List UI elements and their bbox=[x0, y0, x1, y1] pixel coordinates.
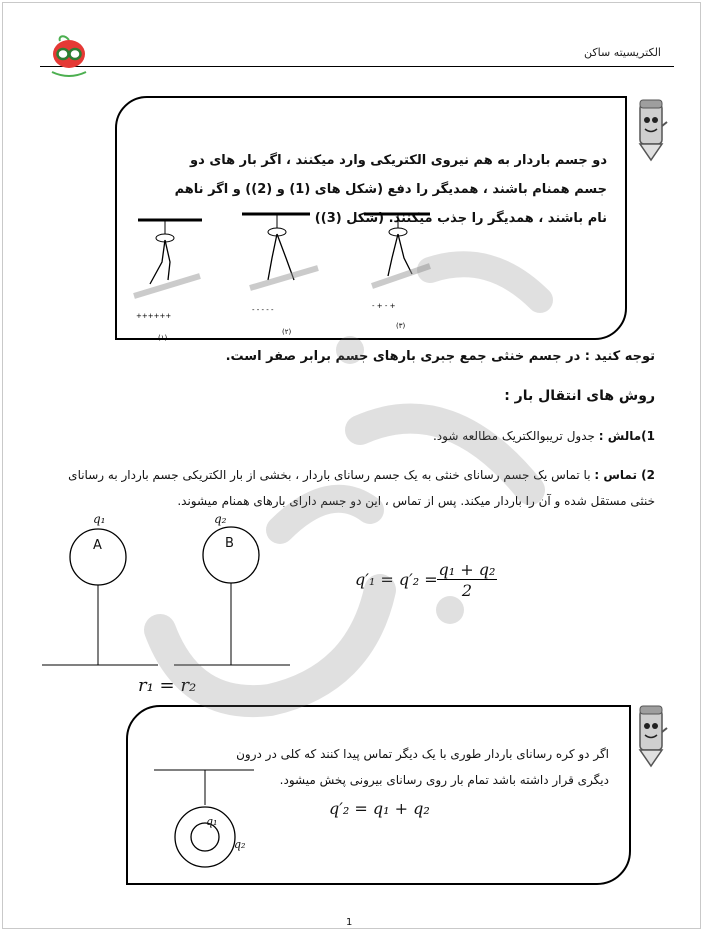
svg-text:- + - +: - + - + bbox=[372, 302, 396, 310]
method-contact-label: 2) تماس : bbox=[594, 468, 655, 482]
watermark-graphic bbox=[130, 230, 580, 750]
apple-logo-icon bbox=[44, 32, 94, 82]
svg-text:++++++: ++++++ bbox=[136, 312, 172, 320]
figure-label-2: (۲) bbox=[282, 328, 292, 336]
method-contact-text: با تماس یک جسم رسانای خنثی به یک جسم رسانای باردار ، بخشی از بار الکتریکی جسم باردار به رسانای خنثی مستقل شده و آن را باردار میکند. پس از تماس ، این دو جسم دارای بارهای همنام میشوند. bbox=[68, 468, 655, 508]
method-friction-text: جدول تریبوالکتریک مطالعه شود. bbox=[432, 429, 595, 443]
concentric-spheres-diagram bbox=[150, 765, 260, 875]
sphere-b-label: B bbox=[225, 536, 234, 551]
pencil-mascot-icon bbox=[634, 96, 668, 162]
figure-label-3: (۳) bbox=[396, 322, 406, 330]
page-number: 1 bbox=[346, 917, 353, 928]
header-divider bbox=[40, 66, 674, 67]
formula-lhs: q′₁ = q′₂ = bbox=[355, 570, 438, 589]
figure-label-1: (۱) bbox=[158, 334, 168, 342]
header-title: الکتریسیته ساکن bbox=[584, 46, 661, 59]
outer-sphere bbox=[175, 807, 235, 867]
concentric-formula: q′₂ = q₁ + q₂ bbox=[329, 799, 430, 818]
outer-q2-label: q₂ bbox=[234, 838, 246, 851]
neutral-body-note: توجه کنید : در جسم خنثی جمع جبری بارهای جسم برابر صفر است. bbox=[225, 349, 655, 364]
radius-equation: r₁ = r₂ bbox=[138, 675, 197, 696]
q2-label: q₂ bbox=[214, 512, 227, 526]
formula-numerator: q₁ + q₂ bbox=[438, 560, 496, 579]
svg-text:- - - - -: - - - - - bbox=[252, 306, 274, 314]
box2-text: اگر دو کره رسانای باردار طوری با یک دیگر تماس پیدا کنند که کلی در درون دیگری قرار داشته باشد تمام بار روی رسانای بیرونی پخش میشود. bbox=[236, 747, 609, 787]
section-title: روش های انتقال بار : bbox=[504, 388, 655, 404]
sphere-a-label: A bbox=[93, 538, 102, 553]
method-friction-label: 1)مالش : bbox=[598, 429, 655, 443]
q1-label: q₁ bbox=[93, 512, 106, 526]
pencil-mascot-icon bbox=[634, 702, 668, 768]
inner-q1-label: q₁ bbox=[206, 815, 218, 828]
box1-text: دو جسم باردار به هم نیروی الکتریکی وارد میکنند ، اگر بار های دو جسم همنام باشند ، همدیگر را دفع (شکل های (1) و (2)) و اگر ناهم نام باشند ، همدیگر را جذب میکنند. (شکل (3)) bbox=[174, 153, 607, 226]
formula-denominator: 2 bbox=[461, 581, 473, 600]
